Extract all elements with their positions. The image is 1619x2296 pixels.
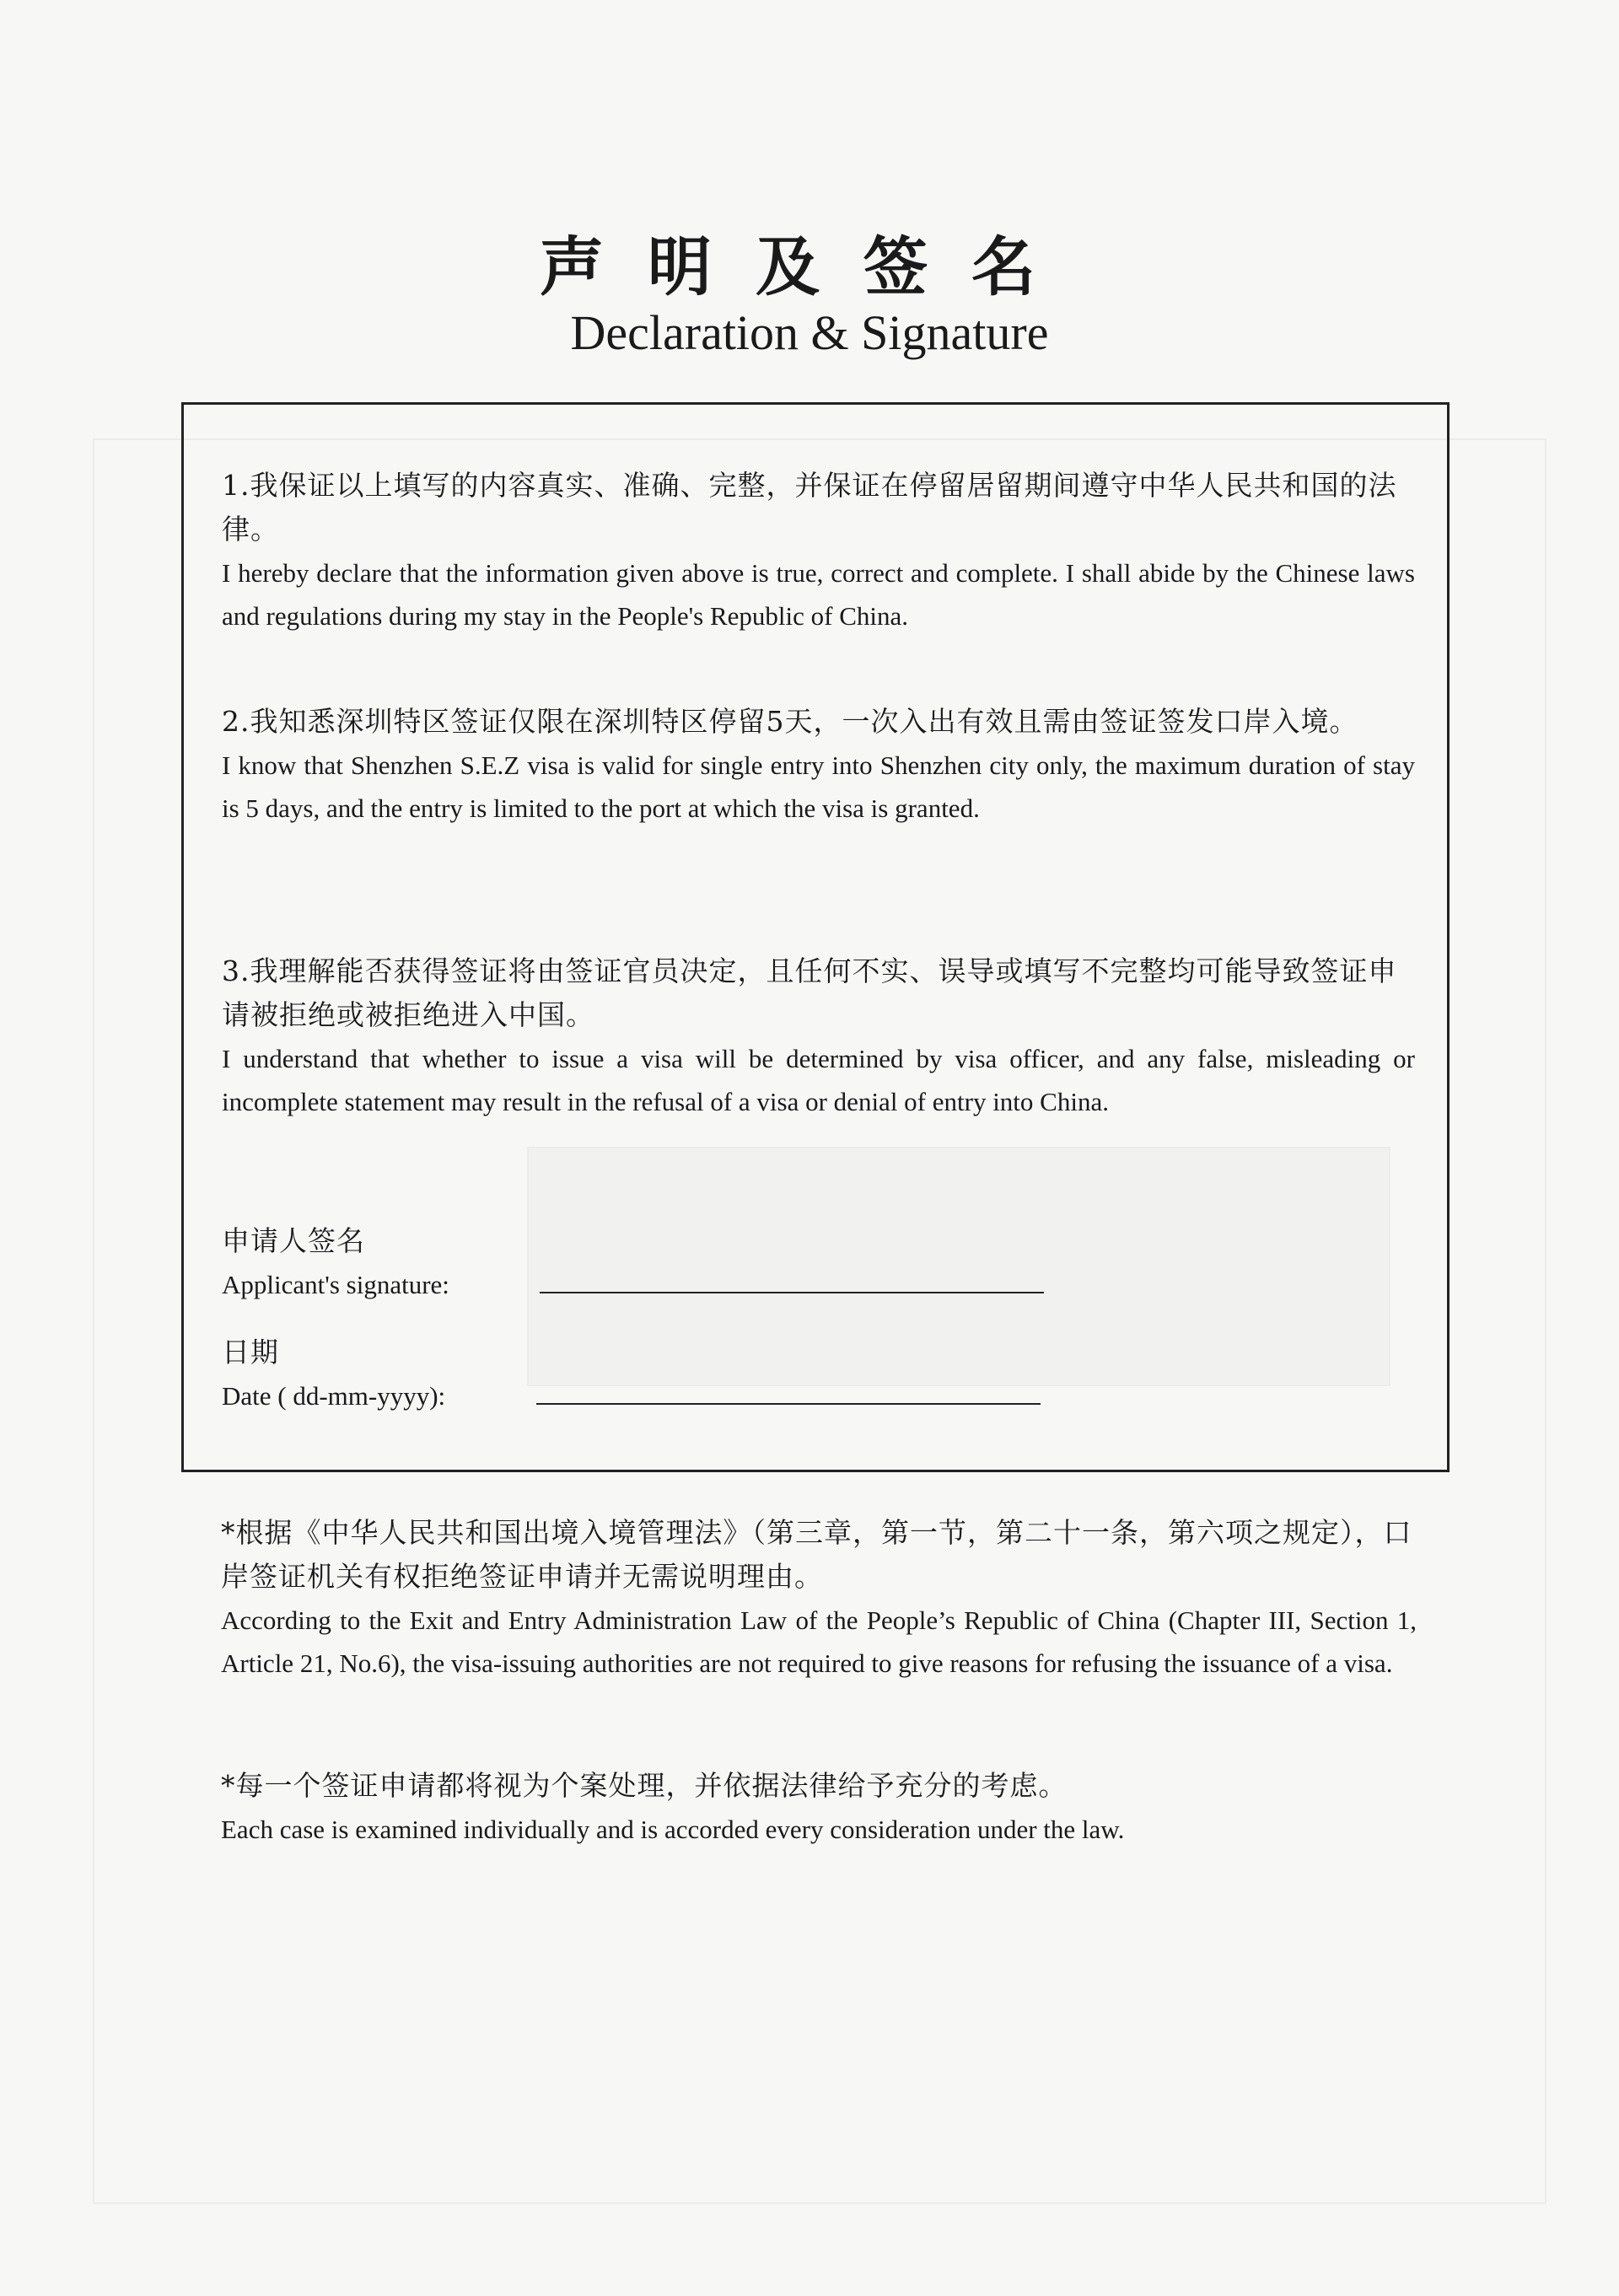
signature-label-en: Applicant's signature:	[222, 1270, 449, 1299]
declaration-item-3-cn: 3.我理解能否获得签证将由签证官员决定，且任何不实、误导或填写不完整均可能导致签证申请被拒绝或被拒绝进入中国。	[222, 954, 1397, 1031]
declaration-item-2-cn: 2.我知悉深圳特区签证仅限在深圳特区停留5天，一次入出有效且需由签证签发口岸入境。	[222, 705, 1358, 738]
declaration-item-2-en: I know that Shenzhen S.E.Z visa is valid for single entry into Shenzhen city only, the maximum duration of stay is 5 days, and the entry is limited to the port at which the visa is granted.	[222, 750, 1415, 823]
individual-case-note-cn: *每一个签证申请都将视为个案处理，并依据法律给予充分的考虑。	[221, 1769, 1068, 1802]
declaration-item-3	[222, 949, 1415, 1123]
date-label-en: Date ( dd-mm-yyyy):	[222, 1381, 446, 1411]
signature-label-cn: 申请人签名	[222, 1224, 365, 1257]
declaration-box	[181, 402, 1450, 1472]
date-field[interactable]	[536, 1403, 1041, 1405]
individual-case-note	[221, 1764, 1417, 1851]
legal-note-cn: *根据《中华人民共和国出境入境管理法》（第三章，第一节，第二十一条，第六项之规定），口岸签证机关有权拒绝签证申请并无需说明理由。	[221, 1516, 1412, 1593]
legal-note	[221, 1511, 1417, 1685]
declaration-item-1-en: I hereby declare that the information given above is true, correct and complete. I shall abide by the Chinese laws and regulations during my stay in the People's Republic of China.	[222, 558, 1415, 631]
page-title-english: Declaration & Signature	[570, 305, 1049, 360]
page-title-chinese: 声明及签名	[540, 229, 1079, 304]
declaration-item-1-cn: 1.我保证以上填写的内容真实、准确、完整，并保证在停留居留期间遵守中华人民共和国的法律。	[222, 469, 1397, 546]
declaration-item-2	[222, 700, 1415, 830]
date-label-cn: 日期	[222, 1336, 279, 1368]
declaration-item-3-en: I understand that whether to issue a visa will be determined by visa officer, and any false, misleading or incomplete statement may result in the refusal of a visa or denial of entry into China.	[222, 1044, 1415, 1116]
declaration-item-1	[222, 464, 1415, 637]
individual-case-note-en: Each case is examined individually and is accorded every consideration under the law.	[221, 1815, 1125, 1844]
legal-note-en: According to the Exit and Entry Administration Law of the People’s Republic of China (Chapter III, Section 1, Article 21, No.6), the visa-issuing authorities are not required to give reasons for refusing the issuance of a visa.	[221, 1605, 1417, 1678]
signature-field[interactable]	[540, 1292, 1044, 1293]
